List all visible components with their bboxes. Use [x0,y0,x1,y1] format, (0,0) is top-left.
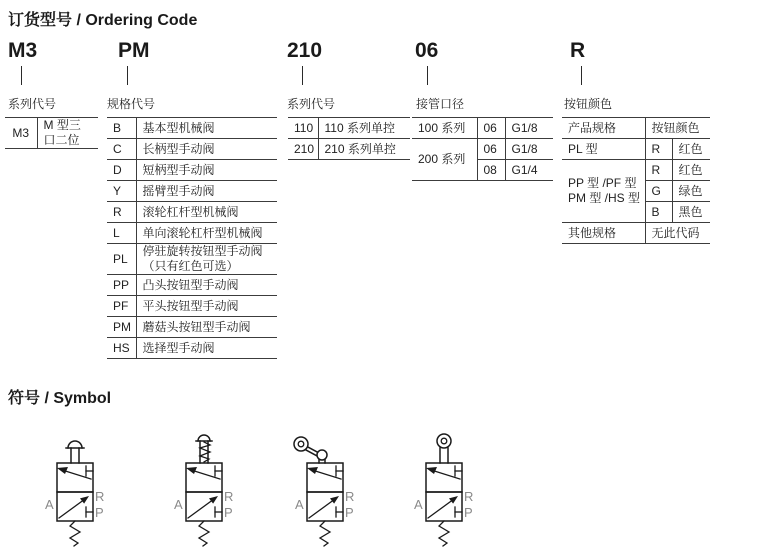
valve-symbol-roller-icon [410,427,494,551]
color-spec-cell: 其他规格 [562,223,645,244]
port-size-table [412,117,553,181]
port-a-label: A [174,497,183,512]
table-row [5,118,98,149]
spec-desc-cell: 单向滚轮杠杆型机械阀 [136,223,277,244]
port-a-label: A [295,497,304,512]
table-row [562,139,710,160]
spec-desc-cell: 平头按钮型手动阀 [136,296,277,317]
color-code-cell: R [645,160,672,181]
tick-line [581,66,582,85]
port-size-cell: G1/8 [505,139,553,160]
table-row [562,160,710,181]
table-row [107,223,277,244]
code-segment-spec: PM [118,39,150,62]
spec-code-cell: PF [107,296,136,317]
table-row [107,181,277,202]
spec-code-cell: PP [107,275,136,296]
port-series-cell: 200 系列 [412,139,477,181]
port-code-cell: 06 [477,139,505,160]
spec-desc-cell: 选择型手动阀 [136,338,277,359]
tick-line [127,66,128,85]
spec-code-cell: HS [107,338,136,359]
tick-line [302,66,303,85]
code-segment-port: 06 [415,39,439,62]
segment-label-series2: 系列代号 [287,97,336,111]
port-p-label: P [345,505,354,520]
spec-code-cell: Y [107,181,136,202]
table-row [107,244,277,275]
table-row [107,139,277,160]
series-code-cell: 210 [288,139,318,160]
color-name-cell: 红色 [672,160,710,181]
m3-series-table [5,117,98,149]
code-segment-series: M3 [8,39,38,62]
port-r-label: R [464,489,474,504]
table-row [107,118,277,139]
color-name-cell: 黑色 [672,202,710,223]
color-code-cell: G [645,181,672,202]
spec-code-cell: PM [107,317,136,338]
spec-desc-cell: 短柄型手动阀 [136,160,277,181]
spec-code-cell: PL [107,244,136,275]
tick-line [21,66,22,85]
table-row [107,317,277,338]
segment-label-port: 接管口径 [416,97,465,111]
series-desc-cell: 210 系列单控 [318,139,410,160]
spec-desc-cell: 摇臂型手动阀 [136,181,277,202]
button-color-table [562,117,710,244]
table-row [288,118,410,139]
spec-code-cell: B [107,118,136,139]
color-spec-cell: PL 型 [562,139,645,160]
spec-code-table [107,117,277,359]
port-r-label: R [95,489,105,504]
table-row [412,139,553,160]
color-header-color: 按钮颜色 [645,118,710,139]
table-row [288,139,410,160]
spec-desc-cell: 滚轮杠杆型机械阀 [136,202,277,223]
spec-desc-cell: 凸头按钮型手动阀 [136,275,277,296]
symbol-title: 符号 / Symbol [8,390,112,407]
port-a-label: A [45,497,54,512]
table-row [107,296,277,317]
ordering-code-title: 订货型号 / Ordering Code [8,12,198,29]
tick-line [427,66,428,85]
color-name-cell: 红色 [672,139,710,160]
series-code-cell: 110 [288,118,318,139]
port-p-label: P [224,505,233,520]
series-desc-cell: 110 系列单控 [318,118,410,139]
port-r-label: R [345,489,355,504]
color-header-spec: 产品规格 [562,118,645,139]
valve-symbol-roller-lever-icon [291,427,375,551]
spec-code-cell: D [107,160,136,181]
table-row [412,118,553,139]
color-name-cell: 绿色 [672,181,710,202]
code-segment-series2: 210 [287,39,323,62]
table-row [107,160,277,181]
series-desc-cell: M 型三 口二位 [37,118,98,149]
port-series-cell: 100 系列 [412,118,477,139]
port-code-cell: 08 [477,160,505,181]
valve-symbol-plunger-icon [41,427,125,551]
spec-desc-cell: 蘑菇头按钮型手动阀 [136,317,277,338]
segment-label-color: 按钮颜色 [564,97,613,111]
spec-code-cell: L [107,223,136,244]
valve-symbol-spring-plunger-icon [170,427,254,551]
spec-desc-cell: 长柄型手动阀 [136,139,277,160]
table-row [107,202,277,223]
spec-code-cell: R [107,202,136,223]
port-p-label: P [95,505,104,520]
table-row [107,338,277,359]
segment-label-series: 系列代号 [8,97,57,111]
port-size-cell: G1/4 [505,160,553,181]
color-note-cell: 无此代码 [645,223,710,244]
port-code-cell: 06 [477,118,505,139]
table-row [562,223,710,244]
series-code-cell: M3 [5,118,37,149]
series-210-table [288,117,410,160]
port-size-cell: G1/8 [505,118,553,139]
port-p-label: P [464,505,473,520]
port-r-label: R [224,489,234,504]
color-spec-cell: PP 型 /PF 型 PM 型 /HS 型 [562,160,645,223]
spec-code-cell: C [107,139,136,160]
color-code-cell: B [645,202,672,223]
code-segment-color: R [570,39,586,62]
port-a-label: A [414,497,423,512]
table-row [562,118,710,139]
color-code-cell: R [645,139,672,160]
table-row [107,275,277,296]
spec-desc-cell: 停驻旋转按钮型手动阀 （只有红色可选） [136,244,277,275]
spec-desc-cell: 基本型机械阀 [136,118,277,139]
segment-label-spec: 规格代号 [107,97,156,111]
